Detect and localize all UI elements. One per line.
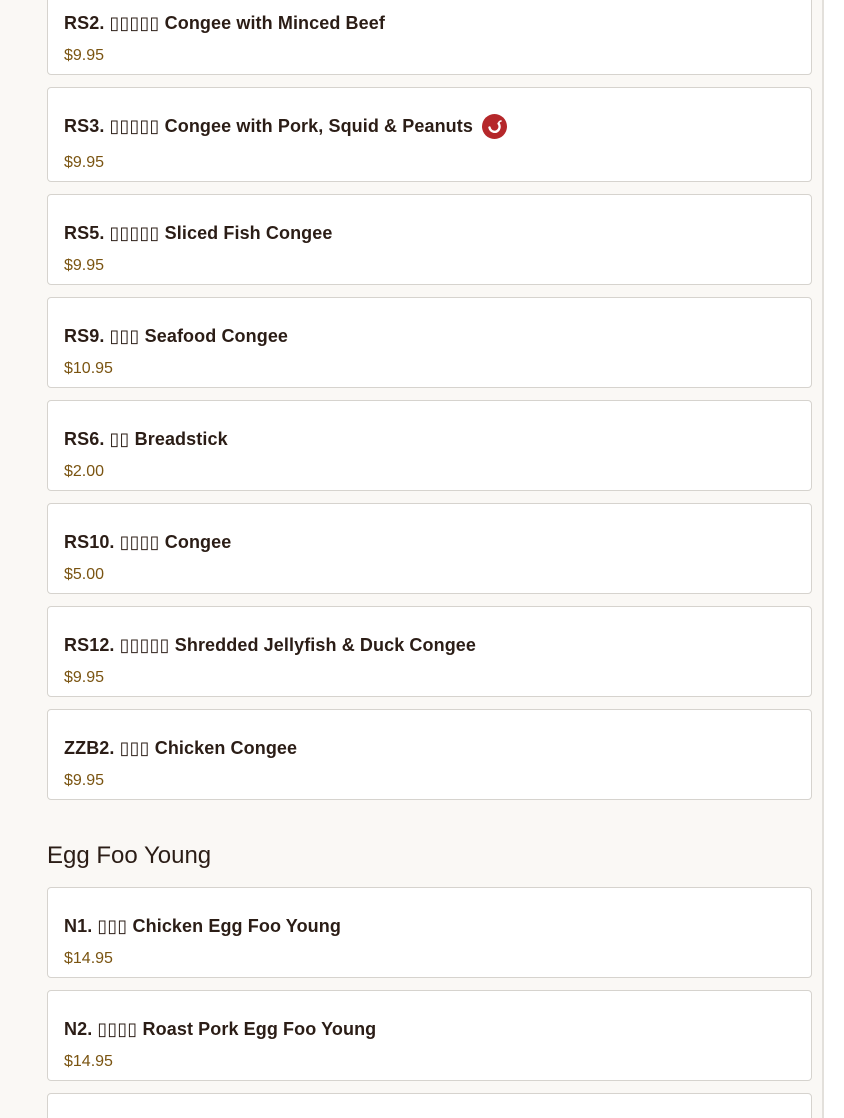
menu-item-card[interactable] bbox=[47, 606, 812, 697]
menu-item-price: $9.95 bbox=[64, 154, 105, 171]
menu-item-card[interactable] bbox=[47, 887, 812, 978]
menu-item-card[interactable] bbox=[47, 194, 812, 285]
menu-item-card[interactable] bbox=[47, 503, 812, 594]
menu-item-name: RS12. ▯▯▯▯▯ Shredded Jellyfish & Duck Congee bbox=[64, 634, 477, 655]
menu-item-price: $10.95 bbox=[64, 360, 113, 377]
menu-item-name: RS10. ▯▯▯▯ Congee bbox=[64, 531, 232, 552]
menu-item-price: $5.00 bbox=[64, 566, 105, 583]
menu-item-price: $9.95 bbox=[64, 669, 105, 686]
menu-item-name: N2. ▯▯▯▯ Roast Pork Egg Foo Young bbox=[64, 1018, 377, 1039]
side-panel bbox=[824, 0, 844, 1118]
menu-item-price: $14.95 bbox=[64, 950, 113, 967]
menu-item-price: $9.95 bbox=[64, 257, 105, 274]
menu-item-name: RS3. ▯▯▯▯▯ Congee with Pork, Squid & Peanuts bbox=[64, 88, 795, 137]
menu-item-name: RS6. ▯▯ Breadstick bbox=[64, 428, 228, 449]
menu-item-price: $14.95 bbox=[64, 1053, 113, 1070]
menu-item-name: RS5. ▯▯▯▯▯ Sliced Fish Congee bbox=[64, 222, 333, 243]
menu-item-card[interactable] bbox=[47, 87, 812, 182]
menu-item-name: RS2. ▯▯▯▯▯ Congee with Minced Beef bbox=[64, 12, 385, 33]
menu-item-name bbox=[64, 1094, 795, 1118]
menu-item-card[interactable] bbox=[47, 400, 812, 491]
menu-item-card[interactable] bbox=[47, 297, 812, 388]
section-title: Egg Foo Young bbox=[47, 842, 212, 869]
menu-item-card[interactable] bbox=[47, 0, 812, 75]
menu-list bbox=[47, 0, 812, 1118]
menu-item-price: $9.95 bbox=[64, 772, 105, 789]
menu-item-price: $9.95 bbox=[64, 47, 105, 64]
menu-item-name: N1. ▯▯▯ Chicken Egg Foo Young bbox=[64, 915, 341, 936]
menu-item-card[interactable] bbox=[47, 709, 812, 800]
menu-item-name: RS9. ▯▯▯ Seafood Congee bbox=[64, 325, 289, 346]
menu-item-card-partial[interactable] bbox=[47, 1093, 812, 1118]
chili-pepper-icon bbox=[482, 114, 507, 139]
menu-item-card[interactable] bbox=[47, 990, 812, 1081]
menu-item-name: ZZB2. ▯▯▯ Chicken Congee bbox=[64, 737, 298, 758]
menu-item-price: $2.00 bbox=[64, 463, 105, 480]
